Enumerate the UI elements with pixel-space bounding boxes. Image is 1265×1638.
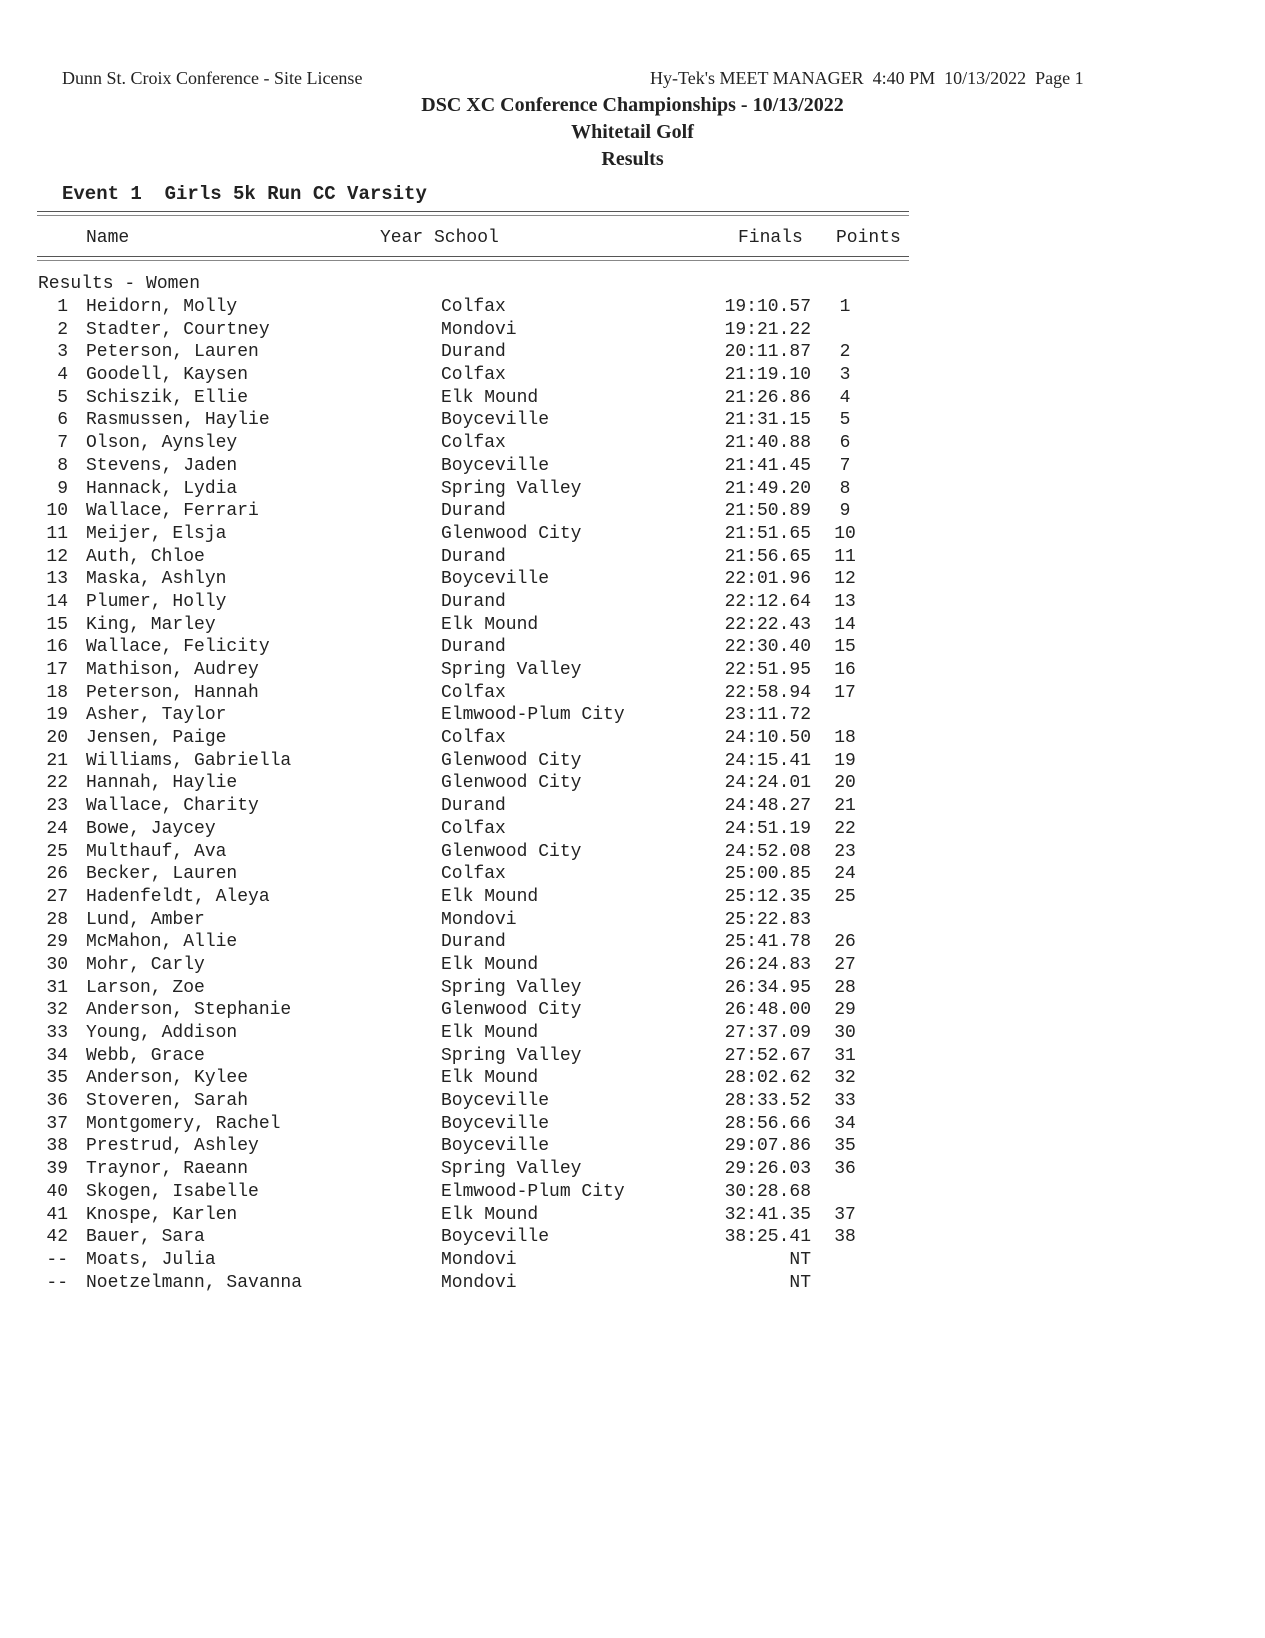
place-cell: 22	[46, 773, 68, 794]
finals-time-cell: 21:19.10	[724, 365, 811, 386]
finals-time-cell: 21:41.45	[724, 455, 811, 476]
finals-time-cell: 25:22.83	[724, 909, 811, 930]
finals-time-cell: 21:31.15	[724, 410, 811, 431]
table-row	[0, 501, 1265, 524]
table-row	[0, 683, 1265, 706]
points-cell: 35	[834, 1136, 856, 1157]
table-row	[0, 1068, 1265, 1091]
school-cell: Colfax	[441, 818, 506, 839]
place-cell: --	[46, 1272, 68, 1293]
finals-time-cell: 25:41.78	[724, 932, 811, 953]
school-cell: Glenwood City	[441, 841, 582, 862]
athlete-name-cell: Bauer, Sara	[86, 1227, 205, 1248]
place-cell: 15	[46, 614, 68, 635]
points-cell: 3	[839, 365, 851, 386]
table-row	[0, 660, 1265, 683]
table-row	[0, 796, 1265, 819]
athlete-name-cell: Knospe, Karlen	[86, 1204, 238, 1225]
place-cell: 19	[46, 705, 68, 726]
table-row	[0, 524, 1265, 547]
place-cell: 40	[46, 1181, 68, 1202]
place-cell: 11	[46, 523, 68, 544]
school-cell: Mondovi	[441, 319, 517, 340]
place-cell: 3	[57, 342, 68, 363]
table-row	[0, 887, 1265, 910]
athlete-name-cell: Stoveren, Sarah	[86, 1091, 249, 1112]
school-cell: Durand	[441, 796, 506, 817]
finals-time-cell: 32:41.35	[724, 1204, 811, 1225]
school-cell: Colfax	[441, 433, 506, 454]
table-row	[0, 297, 1265, 320]
athlete-name-cell: Hadenfeldt, Aleya	[86, 886, 270, 907]
table-row	[0, 955, 1265, 978]
athlete-name-cell: Maska, Ashlyn	[86, 569, 227, 590]
table-row	[0, 433, 1265, 456]
column-header-points: Points	[836, 228, 901, 248]
place-cell: 37	[46, 1113, 68, 1134]
finals-time-cell: 24:15.41	[724, 750, 811, 771]
athlete-name-cell: Bowe, Jaycey	[86, 818, 216, 839]
athlete-name-cell: Prestrud, Ashley	[86, 1136, 259, 1157]
table-row	[0, 842, 1265, 865]
place-cell: 36	[46, 1091, 68, 1112]
table-row	[0, 751, 1265, 774]
school-cell: Boyceville	[441, 1227, 550, 1248]
finals-time-cell: 24:48.27	[724, 796, 811, 817]
school-cell: Glenwood City	[441, 523, 582, 544]
table-row	[0, 1227, 1265, 1250]
table-row	[0, 547, 1265, 570]
points-cell: 17	[834, 682, 856, 703]
points-cell: 21	[834, 796, 856, 817]
athlete-name-cell: Peterson, Hannah	[86, 682, 259, 703]
place-cell: 8	[57, 455, 68, 476]
results-heading: Results	[601, 148, 664, 170]
points-cell: 14	[834, 614, 856, 635]
athlete-name-cell: Plumer, Holly	[86, 591, 227, 612]
points-cell: 36	[834, 1159, 856, 1180]
school-cell: Boyceville	[441, 569, 550, 590]
school-cell: Mondovi	[441, 1272, 517, 1293]
points-cell: 6	[839, 433, 851, 454]
points-cell: 12	[834, 569, 856, 590]
results-table	[0, 297, 1265, 1295]
school-cell: Colfax	[441, 682, 506, 703]
header-rule-bottom	[37, 256, 909, 261]
finals-time-cell: 29:07.86	[724, 1136, 811, 1157]
finals-time-cell: 24:10.50	[724, 728, 811, 749]
finals-time-cell: 21:26.86	[724, 387, 811, 408]
table-row	[0, 1205, 1265, 1228]
athlete-name-cell: Jensen, Paige	[86, 728, 227, 749]
athlete-name-cell: Goodell, Kaysen	[86, 365, 249, 386]
table-row	[0, 456, 1265, 479]
place-cell: 16	[46, 637, 68, 658]
school-cell: Durand	[441, 637, 506, 658]
school-cell: Glenwood City	[441, 773, 582, 794]
athlete-name-cell: Schiszik, Ellie	[86, 387, 249, 408]
athlete-name-cell: Asher, Taylor	[86, 705, 227, 726]
school-cell: Elk Mound	[441, 1068, 539, 1089]
athlete-name-cell: King, Marley	[86, 614, 216, 635]
finals-time-cell: 24:51.19	[724, 818, 811, 839]
place-cell: 35	[46, 1068, 68, 1089]
school-cell: Spring Valley	[441, 660, 582, 680]
table-row	[0, 365, 1265, 388]
place-cell: 9	[57, 478, 68, 499]
points-cell: 31	[834, 1045, 856, 1066]
school-cell: Spring Valley	[441, 478, 582, 499]
finals-time-cell: NT	[789, 1249, 811, 1270]
place-cell: 1	[57, 297, 68, 317]
athlete-name-cell: Hannack, Lydia	[86, 478, 238, 499]
points-cell: 24	[834, 864, 856, 885]
place-cell: 12	[46, 546, 68, 567]
place-cell: 41	[46, 1204, 68, 1225]
school-cell: Durand	[441, 591, 506, 612]
points-cell: 7	[839, 455, 851, 476]
athlete-name-cell: Webb, Grace	[86, 1045, 205, 1066]
table-row	[0, 592, 1265, 615]
points-cell: 37	[834, 1204, 856, 1225]
finals-time-cell: 19:21.22	[724, 319, 811, 340]
school-cell: Boyceville	[441, 410, 550, 431]
meet-title: DSC XC Conference Championships - 10/13/2022	[421, 94, 844, 116]
athlete-name-cell: Multhauf, Ava	[86, 841, 227, 862]
school-cell: Glenwood City	[441, 1000, 582, 1021]
points-cell: 15	[834, 637, 856, 658]
place-cell: 7	[57, 433, 68, 454]
points-cell: 30	[834, 1023, 856, 1043]
athlete-name-cell: Hannah, Haylie	[86, 773, 238, 794]
place-cell: 6	[57, 410, 68, 431]
points-cell: 25	[834, 886, 856, 907]
athlete-name-cell: Young, Addison	[86, 1023, 238, 1043]
athlete-name-cell: Lund, Amber	[86, 909, 205, 930]
athlete-name-cell: Noetzelmann, Savanna	[86, 1272, 303, 1293]
athlete-name-cell: Williams, Gabriella	[86, 750, 292, 771]
table-row	[0, 479, 1265, 502]
place-cell: 27	[46, 886, 68, 907]
points-cell: 18	[834, 728, 856, 749]
finals-time-cell: 21:49.20	[724, 478, 811, 499]
finals-time-cell: 26:34.95	[724, 977, 811, 998]
finals-time-cell: NT	[789, 1272, 811, 1293]
finals-time-cell: 22:30.40	[724, 637, 811, 658]
finals-time-cell: 24:24.01	[724, 773, 811, 794]
place-cell: 5	[57, 387, 68, 408]
place-cell: 14	[46, 591, 68, 612]
athlete-name-cell: Mohr, Carly	[86, 954, 205, 975]
finals-time-cell: 29:26.03	[724, 1159, 811, 1180]
school-cell: Colfax	[441, 728, 506, 749]
table-row	[0, 1136, 1265, 1159]
place-cell: 20	[46, 728, 68, 749]
finals-time-cell: 28:56.66	[724, 1113, 811, 1134]
finals-time-cell: 21:51.65	[724, 523, 811, 544]
points-cell: 11	[834, 546, 856, 567]
finals-time-cell: 38:25.41	[724, 1227, 811, 1248]
event-title: Event 1 Girls 5k Run CC Varsity	[62, 183, 427, 205]
athlete-name-cell: Wallace, Felicity	[86, 637, 270, 658]
place-cell: 39	[46, 1159, 68, 1180]
athlete-name-cell: Wallace, Charity	[86, 796, 259, 817]
points-cell: 22	[834, 818, 856, 839]
header-rule-top	[37, 211, 909, 216]
site-license-label: Dunn St. Croix Conference - Site License	[62, 68, 363, 88]
athlete-name-cell: Rasmussen, Haylie	[86, 410, 270, 431]
place-cell: 42	[46, 1227, 68, 1248]
finals-time-cell: 21:40.88	[724, 433, 811, 454]
school-cell: Elk Mound	[441, 1204, 539, 1225]
table-row	[0, 1091, 1265, 1114]
place-cell: 4	[57, 365, 68, 386]
table-row	[0, 1046, 1265, 1069]
school-cell: Elk Mound	[441, 387, 539, 408]
athlete-name-cell: Meijer, Elsja	[86, 523, 227, 544]
school-cell: Boyceville	[441, 1113, 550, 1134]
finals-time-cell: 19:10.57	[724, 297, 811, 317]
athlete-name-cell: Anderson, Stephanie	[86, 1000, 292, 1021]
school-cell: Boyceville	[441, 1136, 550, 1157]
school-cell: Colfax	[441, 864, 506, 885]
place-cell: 24	[46, 818, 68, 839]
place-cell: 23	[46, 796, 68, 817]
finals-time-cell: 24:52.08	[724, 841, 811, 862]
finals-time-cell: 27:37.09	[724, 1023, 811, 1043]
finals-time-cell: 21:56.65	[724, 546, 811, 567]
place-cell: 29	[46, 932, 68, 953]
table-row	[0, 342, 1265, 365]
school-cell: Colfax	[441, 365, 506, 386]
table-row	[0, 1023, 1265, 1046]
place-cell: 34	[46, 1045, 68, 1066]
table-row	[0, 773, 1265, 796]
athlete-name-cell: Traynor, Raeann	[86, 1159, 249, 1180]
points-cell: 1	[839, 297, 851, 317]
table-row	[0, 320, 1265, 343]
place-cell: 31	[46, 977, 68, 998]
school-cell: Elk Mound	[441, 614, 539, 635]
school-cell: Durand	[441, 501, 506, 522]
school-cell: Colfax	[441, 297, 506, 317]
venue-name: Whitetail Golf	[571, 121, 694, 143]
finals-time-cell: 22:51.95	[724, 660, 811, 680]
points-cell: 5	[839, 410, 851, 431]
school-cell: Spring Valley	[441, 977, 582, 998]
school-cell: Spring Valley	[441, 1159, 582, 1180]
place-cell: 2	[57, 319, 68, 340]
finals-time-cell: 22:12.64	[724, 591, 811, 612]
finals-time-cell: 22:22.43	[724, 614, 811, 635]
athlete-name-cell: Skogen, Isabelle	[86, 1181, 259, 1202]
athlete-name-cell: Montgomery, Rachel	[86, 1113, 281, 1134]
table-row	[0, 615, 1265, 638]
points-cell: 34	[834, 1113, 856, 1134]
table-row	[0, 1250, 1265, 1273]
athlete-name-cell: Wallace, Ferrari	[86, 501, 259, 522]
section-label: Results - Women	[38, 274, 201, 294]
points-cell: 38	[834, 1227, 856, 1248]
finals-time-cell: 22:58.94	[724, 682, 811, 703]
table-row	[0, 978, 1265, 1001]
finals-time-cell: 30:28.68	[724, 1181, 811, 1202]
place-cell: 33	[46, 1023, 68, 1043]
school-cell: Elk Mound	[441, 1023, 539, 1043]
meet-manager-stamp: Hy-Tek's MEET MANAGER 4:40 PM 10/13/2022 Page 1	[650, 68, 1084, 88]
finals-time-cell: 23:11.72	[724, 705, 811, 726]
points-cell: 29	[834, 1000, 856, 1021]
points-cell: 8	[839, 478, 851, 499]
place-cell: --	[46, 1249, 68, 1270]
place-cell: 30	[46, 954, 68, 975]
school-cell: Spring Valley	[441, 1045, 582, 1066]
school-cell: Elmwood-Plum City	[441, 1181, 625, 1202]
points-cell: 2	[839, 342, 851, 363]
table-row	[0, 932, 1265, 955]
table-row	[0, 705, 1265, 728]
table-row	[0, 910, 1265, 933]
table-row	[0, 1159, 1265, 1182]
place-cell: 38	[46, 1136, 68, 1157]
athlete-name-cell: Olson, Aynsley	[86, 433, 238, 454]
school-cell: Durand	[441, 546, 506, 567]
table-row	[0, 1182, 1265, 1205]
table-row	[0, 819, 1265, 842]
points-cell: 9	[839, 501, 851, 522]
school-cell: Elk Mound	[441, 886, 539, 907]
athlete-name-cell: Larson, Zoe	[86, 977, 205, 998]
table-row	[0, 1114, 1265, 1137]
points-cell: 19	[834, 750, 856, 771]
table-row	[0, 569, 1265, 592]
points-cell: 13	[834, 591, 856, 612]
school-cell: Elk Mound	[441, 954, 539, 975]
column-header-finals: Finals	[738, 228, 803, 248]
school-cell: Boyceville	[441, 455, 550, 476]
points-cell: 26	[834, 932, 856, 953]
place-cell: 17	[46, 660, 68, 680]
finals-time-cell: 28:02.62	[724, 1068, 811, 1089]
place-cell: 26	[46, 864, 68, 885]
place-cell: 21	[46, 750, 68, 771]
points-cell: 32	[834, 1068, 856, 1089]
points-cell: 28	[834, 977, 856, 998]
points-cell: 23	[834, 841, 856, 862]
school-cell: Durand	[441, 342, 506, 363]
finals-time-cell: 28:33.52	[724, 1091, 811, 1112]
school-cell: Elmwood-Plum City	[441, 705, 625, 726]
points-cell: 27	[834, 954, 856, 975]
table-row	[0, 728, 1265, 751]
finals-time-cell: 26:48.00	[724, 1000, 811, 1021]
finals-time-cell: 27:52.67	[724, 1045, 811, 1066]
points-cell: 10	[834, 523, 856, 544]
athlete-name-cell: Auth, Chloe	[86, 546, 205, 567]
finals-time-cell: 26:24.83	[724, 954, 811, 975]
athlete-name-cell: Stadter, Courtney	[86, 319, 270, 340]
table-row	[0, 388, 1265, 411]
place-cell: 32	[46, 1000, 68, 1021]
athlete-name-cell: Heidorn, Molly	[86, 297, 238, 317]
athlete-name-cell: Mathison, Audrey	[86, 660, 259, 680]
table-row	[0, 864, 1265, 887]
athlete-name-cell: Peterson, Lauren	[86, 342, 259, 363]
finals-time-cell: 20:11.87	[724, 342, 811, 363]
points-cell: 16	[834, 660, 856, 680]
points-cell: 20	[834, 773, 856, 794]
finals-time-cell: 25:12.35	[724, 886, 811, 907]
finals-time-cell: 21:50.89	[724, 501, 811, 522]
column-header-name: Name	[86, 228, 130, 248]
table-row	[0, 1273, 1265, 1296]
athlete-name-cell: McMahon, Allie	[86, 932, 238, 953]
finals-time-cell: 25:00.85	[724, 864, 811, 885]
place-cell: 18	[46, 682, 68, 703]
athlete-name-cell: Becker, Lauren	[86, 864, 238, 885]
points-cell: 33	[834, 1091, 856, 1112]
athlete-name-cell: Anderson, Kylee	[86, 1068, 249, 1089]
column-header-year-school: Year School	[380, 228, 499, 248]
finals-time-cell: 22:01.96	[724, 569, 811, 590]
table-row	[0, 410, 1265, 433]
table-row	[0, 1000, 1265, 1023]
table-row	[0, 637, 1265, 660]
athlete-name-cell: Stevens, Jaden	[86, 455, 238, 476]
place-cell: 10	[46, 501, 68, 522]
place-cell: 25	[46, 841, 68, 862]
school-cell: Durand	[441, 932, 506, 953]
school-cell: Glenwood City	[441, 750, 582, 771]
points-cell: 4	[839, 387, 851, 408]
school-cell: Mondovi	[441, 909, 517, 930]
athlete-name-cell: Moats, Julia	[86, 1249, 216, 1270]
place-cell: 13	[46, 569, 68, 590]
school-cell: Boyceville	[441, 1091, 550, 1112]
school-cell: Mondovi	[441, 1249, 517, 1270]
place-cell: 28	[46, 909, 68, 930]
